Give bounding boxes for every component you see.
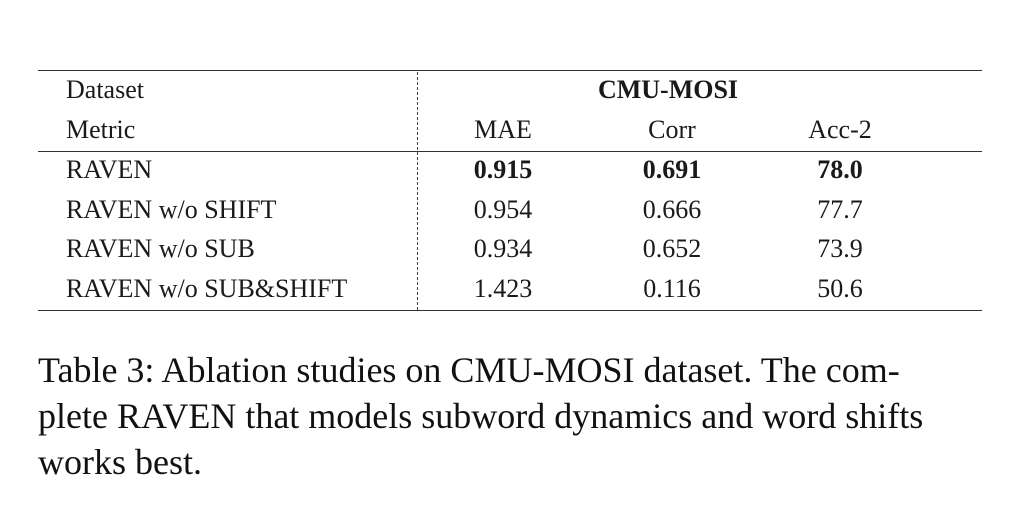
header-metric-acc2: Acc-2 <box>808 115 872 144</box>
table-row-name: RAVEN w/o SHIFT <box>66 195 277 224</box>
table-cell-acc2: 77.7 <box>817 195 863 224</box>
header-group-cmu-mosi: CMU-MOSI <box>597 75 739 104</box>
table-row-name: RAVEN w/o SUB&SHIFT <box>66 274 348 303</box>
caption-line: plete RAVEN that models subword dynamics and word shifts <box>38 396 924 436</box>
table-caption <box>38 347 998 485</box>
header-metric-corr: Corr <box>648 115 696 144</box>
table-header-rule <box>38 151 982 152</box>
table-cell-mae: 0.934 <box>473 234 533 263</box>
header-metric-label: Metric <box>66 115 136 144</box>
table-cell-corr: 0.666 <box>642 195 702 224</box>
table-cell-corr: 0.691 <box>642 155 702 184</box>
table-row-name: RAVEN <box>66 155 153 184</box>
table-cell-corr: 0.116 <box>643 274 701 303</box>
header-metric-mae: MAE <box>474 115 532 144</box>
table-cell-acc2: 50.6 <box>817 274 863 303</box>
table-cell-mae: 1.423 <box>473 274 533 303</box>
ablation-table <box>38 70 982 312</box>
table-bottom-rule <box>38 310 982 311</box>
table-row-name: RAVEN w/o SUB <box>66 234 255 263</box>
table-cell-mae: 0.954 <box>473 195 533 224</box>
caption-line: works best. <box>38 442 202 482</box>
table-top-rule <box>38 70 982 71</box>
caption-line: Table 3: Ablation studies on CMU-MOSI dataset. The com- <box>38 350 900 390</box>
table-cell-acc2: 73.9 <box>817 234 863 263</box>
table-cell-corr: 0.652 <box>642 234 702 263</box>
header-dataset-label: Dataset <box>66 75 144 104</box>
table-cell-mae: 0.915 <box>473 155 533 184</box>
table-cell-acc2: 78.0 <box>817 155 863 184</box>
table-column-separator <box>417 72 418 310</box>
